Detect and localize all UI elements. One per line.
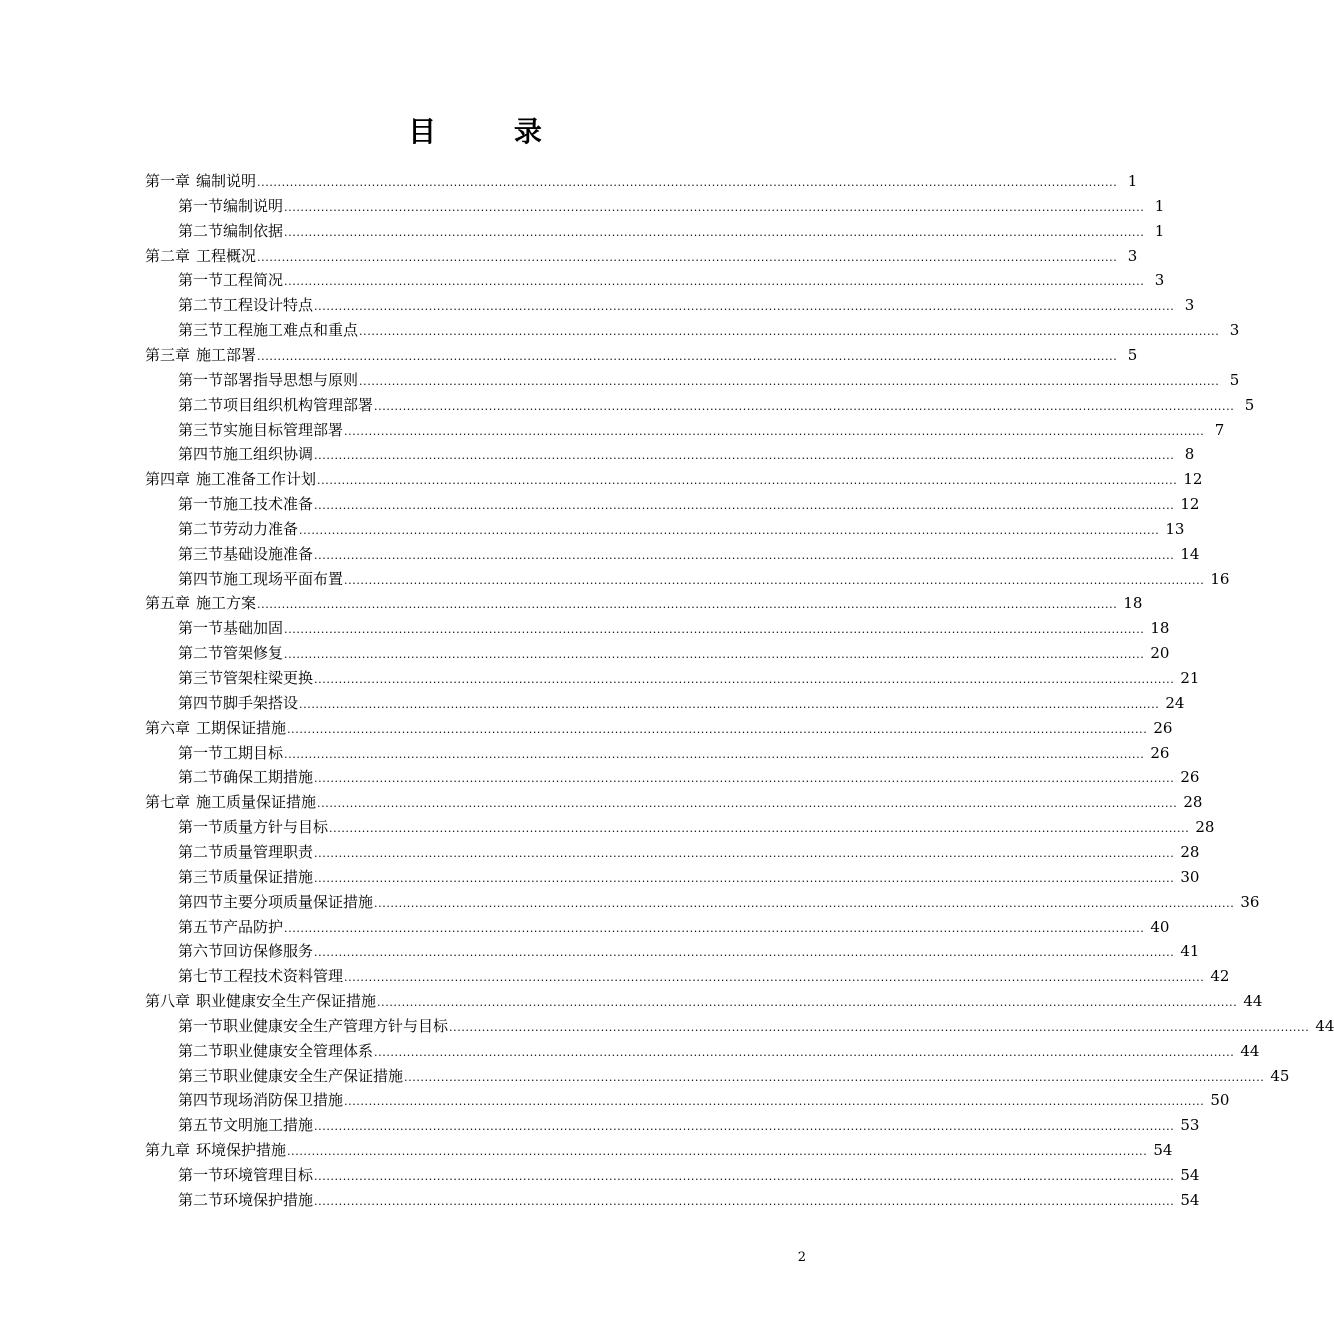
toc-entry-number: 第二节 (178, 1041, 224, 1060)
toc-entry-title: 工期目标 (223, 743, 284, 762)
toc-dot-leader: .................................................................................................................................................................................................................. (377, 996, 1238, 1010)
toc-entry-page: 3 (1229, 321, 1240, 340)
toc-entry-page: 12 (1180, 495, 1200, 514)
toc-entry-title: 工程技术资料管理 (223, 967, 344, 986)
toc-entry-number: 第四节 (178, 1091, 224, 1110)
toc-entry-number: 第四章 (145, 470, 191, 489)
toc-entry-number: 第二节 (178, 768, 224, 787)
toc-entry-number: 第八章 (145, 992, 191, 1011)
toc-dot-leader: .................................................................................................................................................................................................................. (344, 424, 1205, 438)
toc-entry-page: 45 (1270, 1066, 1290, 1085)
toc-entry-number: 第四节 (178, 445, 224, 464)
toc-section-entry[interactable] (178, 1110, 1200, 1135)
toc-dot-leader: .................................................................................................................................................................................................................. (344, 971, 1205, 985)
toc-dot-leader: .................................................................................................................................................................................................................. (299, 523, 1160, 537)
toc-section-entry[interactable] (178, 265, 1165, 290)
toc-dot-leader: .................................................................................................................................................................................................................. (449, 1020, 1310, 1034)
toc-section-entry[interactable] (178, 539, 1200, 564)
toc-entry-title: 项目组织机构管理部署 (223, 395, 374, 414)
toc-dot-leader: .................................................................................................................................................................................................................. (284, 648, 1145, 662)
toc-entry-page: 8 (1184, 445, 1195, 464)
toc-entry-title: 施工现场平面布置 (223, 569, 344, 588)
toc-entry-title: 部署指导思想与原则 (223, 370, 359, 389)
toc-dot-leader: .................................................................................................................................................................................................................. (329, 822, 1190, 836)
toc-section-entry[interactable] (178, 837, 1200, 862)
toc-entry-number: 第二节 (178, 221, 224, 240)
toc-section-entry[interactable] (178, 514, 1185, 539)
toc-section-entry[interactable] (178, 216, 1165, 241)
toc-entry-page: 28 (1195, 818, 1215, 837)
toc-entry-number: 第一节 (178, 743, 224, 762)
toc-section-entry[interactable] (178, 738, 1170, 763)
toc-entry-page: 24 (1165, 693, 1185, 712)
toc-dot-leader: .................................................................................................................................................................................................................. (314, 499, 1175, 513)
toc-entry-page: 30 (1180, 867, 1200, 886)
toc-entry-page: 1 (1127, 172, 1138, 190)
toc-dot-leader: .................................................................................................................................................................................................................. (314, 548, 1175, 562)
toc-entry-title: 施工技术准备 (223, 495, 314, 514)
toc-dot-leader: .................................................................................................................................................................................................................. (287, 1145, 1148, 1159)
toc-section-entry[interactable] (178, 365, 1240, 390)
toc-section-entry[interactable] (178, 315, 1240, 340)
toc-entry-number: 第五节 (178, 1116, 224, 1135)
toc-entry-page: 26 (1150, 743, 1170, 762)
toc-chapter-entry[interactable] (145, 588, 1143, 613)
toc-entry-number: 第一节 (178, 1166, 224, 1184)
toc-section-entry[interactable] (178, 415, 1225, 440)
toc-entry-page: 18 (1150, 619, 1170, 638)
toc-entry-title: 工程简况 (223, 271, 284, 290)
toc-dot-leader: .................................................................................................................................................................................................................. (257, 598, 1118, 612)
toc-entry-page: 36 (1240, 892, 1260, 911)
toc-entry-title: 确保工期措施 (223, 768, 314, 787)
toc-dot-leader: .................................................................................................................................................................................................................. (299, 697, 1160, 711)
toc-dot-leader: .................................................................................................................................................................................................................. (314, 772, 1175, 786)
toc-entry-title: 编制说明 (223, 196, 284, 215)
toc-entry-number: 第一节 (178, 619, 224, 638)
toc-entry-title: 施工部署 (196, 345, 257, 364)
toc-dot-leader: .................................................................................................................................................................................................................. (359, 374, 1220, 388)
toc-entry-number: 第三节 (178, 420, 224, 439)
toc-dot-leader: .................................................................................................................................................................................................................. (314, 871, 1175, 885)
toc-entry-title: 施工质量保证措施 (196, 793, 317, 812)
toc-dot-leader: .................................................................................................................................................................................................................. (317, 474, 1178, 488)
toc-section-entry[interactable] (178, 613, 1170, 638)
toc-section-entry[interactable] (178, 390, 1255, 415)
toc-entry-page: 54 (1153, 1141, 1173, 1160)
toc-entry-page: 44 (1315, 1016, 1334, 1035)
toc-entry-page: 44 (1243, 992, 1263, 1011)
toc-entry-number: 第六节 (178, 942, 224, 961)
toc-entry-page: 3 (1154, 271, 1165, 290)
toc-entry-number: 第二节 (178, 519, 224, 538)
toc-entry-number: 第六章 (145, 718, 191, 737)
toc-entry-page: 3 (1127, 246, 1138, 265)
toc-section-entry[interactable] (178, 663, 1200, 688)
toc-section-entry[interactable] (178, 961, 1230, 986)
toc-section-entry[interactable] (178, 1185, 1200, 1210)
toc-entry-title: 管架修复 (223, 644, 284, 663)
toc-dot-leader: .................................................................................................................................................................................................................. (404, 1070, 1265, 1084)
toc-chapter-entry[interactable] (145, 713, 1173, 738)
toc-dot-leader: .................................................................................................................................................................................................................. (314, 673, 1175, 686)
toc-dot-leader: .................................................................................................................................................................................................................. (317, 797, 1178, 811)
toc-entry-number: 第一章 (145, 172, 191, 190)
toc-entry-title: 工程施工难点和重点 (223, 321, 359, 340)
toc-dot-leader: .................................................................................................................................................................................................................. (374, 1045, 1235, 1059)
toc-entry-title: 施工准备工作计划 (196, 470, 317, 489)
toc-entry-title: 产品防护 (223, 917, 284, 936)
toc-dot-leader: .................................................................................................................................................................................................................. (359, 325, 1220, 339)
toc-section-entry[interactable] (178, 936, 1200, 961)
toc-entry-number: 第四节 (178, 892, 224, 911)
toc-entry-number: 第三节 (178, 867, 224, 886)
toc-section-entry[interactable] (178, 1160, 1200, 1185)
toc-entry-page: 12 (1183, 470, 1203, 489)
toc-entry-title: 质量方针与目标 (223, 818, 329, 837)
toc-dot-leader: .................................................................................................................................................................................................................. (284, 623, 1145, 637)
toc-entry-number: 第五节 (178, 917, 224, 936)
toc-dot-leader: .................................................................................................................................................................................................................. (314, 1170, 1175, 1183)
toc-chapter-entry[interactable] (145, 241, 1138, 266)
toc-dot-leader: .................................................................................................................................................................................................................. (284, 747, 1145, 761)
toc-section-entry[interactable] (178, 912, 1170, 937)
toc-entry-number: 第五章 (145, 594, 191, 613)
toc-entry-page: 5 (1127, 345, 1138, 364)
toc-entry-page: 50 (1210, 1091, 1230, 1110)
toc-section-entry[interactable] (178, 489, 1200, 514)
toc-entry-page: 54 (1180, 1166, 1200, 1184)
toc-entry-number: 第九章 (145, 1141, 191, 1160)
toc-entry-number: 第一节 (178, 818, 224, 837)
toc-section-entry[interactable] (178, 812, 1215, 837)
toc-entry-page: 7 (1214, 420, 1225, 439)
toc-entry-title: 职业健康安全生产保证措施 (223, 1066, 404, 1085)
toc-section-entry[interactable] (178, 862, 1200, 887)
toc-section-entry[interactable] (178, 439, 1195, 464)
toc-entry-title: 工程概况 (196, 246, 257, 265)
toc-entry-page: 54 (1180, 1190, 1200, 1209)
toc-entry-page: 42 (1210, 967, 1230, 986)
toc-entry-title: 编制说明 (196, 172, 257, 190)
toc-entry-page: 1 (1154, 221, 1165, 240)
toc-dot-leader: .................................................................................................................................................................................................................. (314, 1120, 1175, 1134)
toc-dot-leader: .................................................................................................................................................................................................................. (284, 921, 1145, 935)
toc-entry-title: 施工方案 (196, 594, 257, 613)
toc-dot-leader: .................................................................................................................................................................................................................. (284, 200, 1145, 214)
toc-entry-number: 第二章 (145, 246, 191, 265)
toc-entry-title: 环境管理目标 (223, 1166, 314, 1184)
toc-chapter-entry[interactable] (145, 1135, 1173, 1160)
toc-dot-leader: .................................................................................................................................................................................................................. (314, 946, 1175, 960)
toc-chapter-entry[interactable] (145, 986, 1263, 1011)
toc-dot-leader: .................................................................................................................................................................................................................. (284, 275, 1145, 289)
toc-entry-title: 脚手架搭设 (223, 693, 299, 712)
toc-dot-leader: .................................................................................................................................................................................................................. (287, 722, 1148, 736)
toc-entry-number: 第二节 (178, 644, 224, 663)
toc-section-entry[interactable] (178, 887, 1260, 912)
toc-dot-leader: .................................................................................................................................................................................................................. (314, 300, 1175, 314)
toc-entry-number: 第三节 (178, 321, 224, 340)
toc-entry-page: 26 (1153, 718, 1173, 737)
toc-section-entry[interactable] (178, 1036, 1260, 1061)
toc-entry-number: 第一节 (178, 271, 224, 290)
toc-entry-page: 13 (1165, 519, 1185, 538)
toc-entry-number: 第一节 (178, 1016, 224, 1035)
toc-entry-number: 第三节 (178, 1066, 224, 1085)
toc-entry-title: 质量管理职责 (223, 842, 314, 861)
toc-entry-title: 环境保护措施 (196, 1141, 287, 1160)
toc-section-entry[interactable] (178, 290, 1195, 315)
toc-entry-page: 5 (1244, 395, 1255, 414)
toc-entry-number: 第四节 (178, 693, 224, 712)
toc-entry-page: 40 (1150, 917, 1170, 936)
toc-entry-title: 职业健康安全生产管理方针与目标 (223, 1016, 449, 1035)
toc-entry-number: 第一节 (178, 370, 224, 389)
page-number: 2 (797, 1250, 806, 1265)
toc-dot-leader: .................................................................................................................................................................................................................. (257, 250, 1118, 264)
toc-entry-title: 编制依据 (223, 221, 284, 240)
toc-entry-title: 管架柱梁更换 (223, 669, 314, 687)
toc-entry-title: 实施目标管理部署 (223, 420, 344, 439)
toc-entry-number: 第二节 (178, 395, 224, 414)
toc-section-entry[interactable] (178, 688, 1185, 713)
toc-entry-title: 质量保证措施 (223, 867, 314, 886)
toc-entry-title: 工程设计特点 (223, 296, 314, 315)
toc-entry-number: 第四节 (178, 569, 224, 588)
toc-entry-title: 职业健康安全生产保证措施 (196, 992, 377, 1011)
toc-entry-page: 53 (1180, 1116, 1200, 1135)
toc-section-entry[interactable] (178, 1061, 1290, 1086)
toc-dot-leader: .................................................................................................................................................................................................................. (257, 349, 1118, 363)
toc-section-entry[interactable] (178, 1085, 1230, 1110)
toc-chapter-entry[interactable] (145, 464, 1203, 489)
toc-entry-number: 第二节 (178, 842, 224, 861)
toc-entry-title: 基础设施准备 (223, 544, 314, 563)
toc-entry-number: 第三节 (178, 669, 224, 687)
toc-dot-leader: .................................................................................................................................................................................................................. (374, 896, 1235, 910)
toc-dot-leader: .................................................................................................................................................................................................................. (314, 449, 1175, 463)
toc-entry-title: 劳动力准备 (223, 519, 299, 538)
toc-chapter-entry[interactable] (145, 166, 1138, 191)
toc-entry-page: 1 (1154, 196, 1165, 215)
toc-chapter-entry[interactable] (145, 787, 1203, 812)
toc-entry-page: 21 (1180, 669, 1200, 687)
toc-entry-page: 28 (1183, 793, 1203, 812)
toc-entry-page: 28 (1180, 842, 1200, 861)
toc-entry-page: 18 (1123, 594, 1143, 613)
toc-section-entry[interactable] (178, 638, 1170, 663)
toc-dot-leader: .................................................................................................................................................................................................................. (344, 573, 1205, 587)
toc-dot-leader: .................................................................................................................................................................................................................. (374, 399, 1235, 413)
toc-entry-number: 第七章 (145, 793, 191, 812)
toc-dot-leader: .................................................................................................................................................................................................................. (314, 1194, 1175, 1208)
toc-entry-number: 第一节 (178, 196, 224, 215)
toc-entry-title: 施工组织协调 (223, 445, 314, 464)
page-title: 目 录 (408, 115, 576, 148)
toc-entry-number: 第二节 (178, 1190, 224, 1209)
toc-entry-title: 职业健康安全管理体系 (223, 1041, 374, 1060)
toc-entry-page: 16 (1210, 569, 1230, 588)
toc-section-entry[interactable] (178, 564, 1230, 589)
toc-section-entry[interactable] (178, 191, 1165, 216)
toc-entry-page: 26 (1180, 768, 1200, 787)
toc-entry-title: 基础加固 (223, 619, 284, 638)
toc-entry-title: 回访保修服务 (223, 942, 314, 961)
toc-dot-leader: .................................................................................................................................................................................................................. (257, 176, 1118, 189)
toc-entry-page: 44 (1240, 1041, 1260, 1060)
toc-entry-title: 主要分项质量保证措施 (223, 892, 374, 911)
toc-entry-page: 14 (1180, 544, 1200, 563)
toc-entry-number: 第七节 (178, 967, 224, 986)
toc-section-entry[interactable] (178, 1011, 1334, 1036)
toc-entry-title: 文明施工措施 (223, 1116, 314, 1135)
toc-dot-leader: .................................................................................................................................................................................................................. (314, 846, 1175, 860)
toc-entry-number: 第一节 (178, 495, 224, 514)
toc-entry-page: 20 (1150, 644, 1170, 663)
toc-entry-number: 第三章 (145, 345, 191, 364)
toc-section-entry[interactable] (178, 762, 1200, 787)
toc-entry-page: 41 (1180, 942, 1200, 961)
toc-dot-leader: .................................................................................................................................................................................................................. (284, 225, 1145, 239)
toc-dot-leader: .................................................................................................................................................................................................................. (344, 1095, 1205, 1109)
toc-entry-number: 第三节 (178, 544, 224, 563)
toc-entry-title: 现场消防保卫措施 (223, 1091, 344, 1110)
toc-chapter-entry[interactable] (145, 340, 1138, 365)
toc-entry-number: 第二节 (178, 296, 224, 315)
toc-entry-page: 5 (1229, 370, 1240, 389)
toc-entry-page: 3 (1184, 296, 1195, 315)
toc-entry-title: 工期保证措施 (196, 718, 287, 737)
toc-entry-title: 环境保护措施 (223, 1190, 314, 1209)
